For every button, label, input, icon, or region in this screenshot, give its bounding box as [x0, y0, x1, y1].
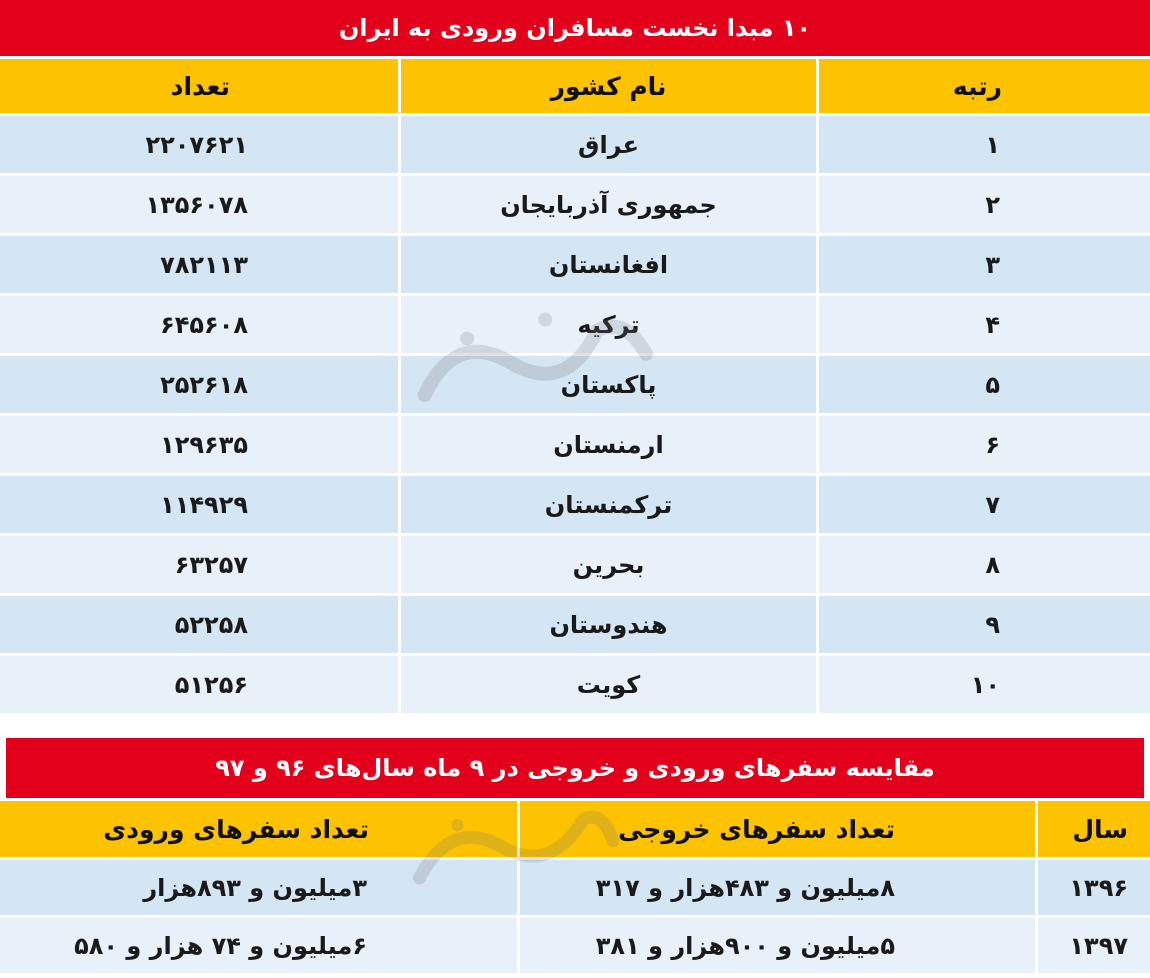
header-count: تعداد	[0, 59, 398, 113]
table-row	[0, 656, 1150, 716]
rank-cell: ۱۰	[816, 656, 1150, 713]
table-row	[0, 236, 1150, 296]
country-cell: پاکستان	[398, 356, 816, 413]
table-row	[0, 918, 1150, 976]
table-row	[0, 176, 1150, 236]
table-row	[0, 296, 1150, 356]
country-cell: هندوستان	[398, 596, 816, 653]
rank-cell: ۸	[816, 536, 1150, 593]
table1-header-row	[0, 56, 1150, 116]
rank-cell: ۱	[816, 116, 1150, 173]
rank-cell: ۳	[816, 236, 1150, 293]
table-row	[0, 356, 1150, 416]
count-cell: ۲۲۰۷۶۲۱	[0, 116, 398, 173]
country-cell: کویت	[398, 656, 816, 713]
rank-cell: ۶	[816, 416, 1150, 473]
header-outbound: تعداد سفرهای خروجی	[517, 801, 1035, 857]
country-cell: افغانستان	[398, 236, 816, 293]
table-row	[0, 416, 1150, 476]
header-inbound: تعداد سفرهای ورودی	[0, 801, 517, 857]
count-cell: ۶۴۵۶۰۸	[0, 296, 398, 353]
table1-body	[0, 116, 1150, 716]
rank-cell: ۹	[816, 596, 1150, 653]
table2-header-row	[0, 798, 1150, 860]
country-cell: ارمنستان	[398, 416, 816, 473]
rank-cell: ۷	[816, 476, 1150, 533]
country-cell: ترکمنستان	[398, 476, 816, 533]
table2-body	[0, 860, 1150, 976]
rank-cell: ۲	[816, 176, 1150, 233]
count-cell: ۱۱۴۹۲۹	[0, 476, 398, 533]
country-cell: بحرین	[398, 536, 816, 593]
country-cell: جمهوری آذربایجان	[398, 176, 816, 233]
header-rank: رتبه	[816, 59, 1150, 113]
header-year: سال	[1035, 801, 1150, 857]
year-cell: ۱۳۹۶	[1035, 860, 1150, 915]
count-cell: ۶۳۲۵۷	[0, 536, 398, 593]
outbound-cell: ۸میلیون و ۴۸۳هزار و ۳۱۷	[517, 860, 1035, 915]
count-cell: ۵۱۲۵۶	[0, 656, 398, 713]
table2-title: مقایسه سفرهای ورودی و خروجی در ۹ ماه سال‌های ۹۶ و ۹۷	[0, 738, 1150, 798]
inbound-cell: ۳میلیون و ۸۹۳هزار	[0, 860, 517, 915]
table-row	[0, 536, 1150, 596]
country-cell: عراق	[398, 116, 816, 173]
count-cell: ۲۵۲۶۱۸	[0, 356, 398, 413]
table-row	[0, 860, 1150, 918]
outbound-cell: ۵میلیون و ۹۰۰هزار و ۳۸۱	[517, 918, 1035, 973]
header-country: نام کشور	[398, 59, 816, 113]
inbound-cell: ۶میلیون و ۷۴ هزار و ۵۸۰	[0, 918, 517, 973]
table1-title: ۱۰ مبدا نخست مسافران ورودی به ایران	[0, 0, 1150, 56]
table-row	[0, 116, 1150, 176]
year-cell: ۱۳۹۷	[1035, 918, 1150, 973]
trips-comparison-table	[0, 738, 1150, 978]
count-cell: ۱۲۹۶۳۵	[0, 416, 398, 473]
count-cell: ۵۲۲۵۸	[0, 596, 398, 653]
country-cell: ترکیه	[398, 296, 816, 353]
count-cell: ۷۸۲۱۱۳	[0, 236, 398, 293]
table-row	[0, 476, 1150, 536]
rank-cell: ۵	[816, 356, 1150, 413]
table-row	[0, 596, 1150, 656]
rank-cell: ۴	[816, 296, 1150, 353]
count-cell: ۱۳۵۶۰۷۸	[0, 176, 398, 233]
